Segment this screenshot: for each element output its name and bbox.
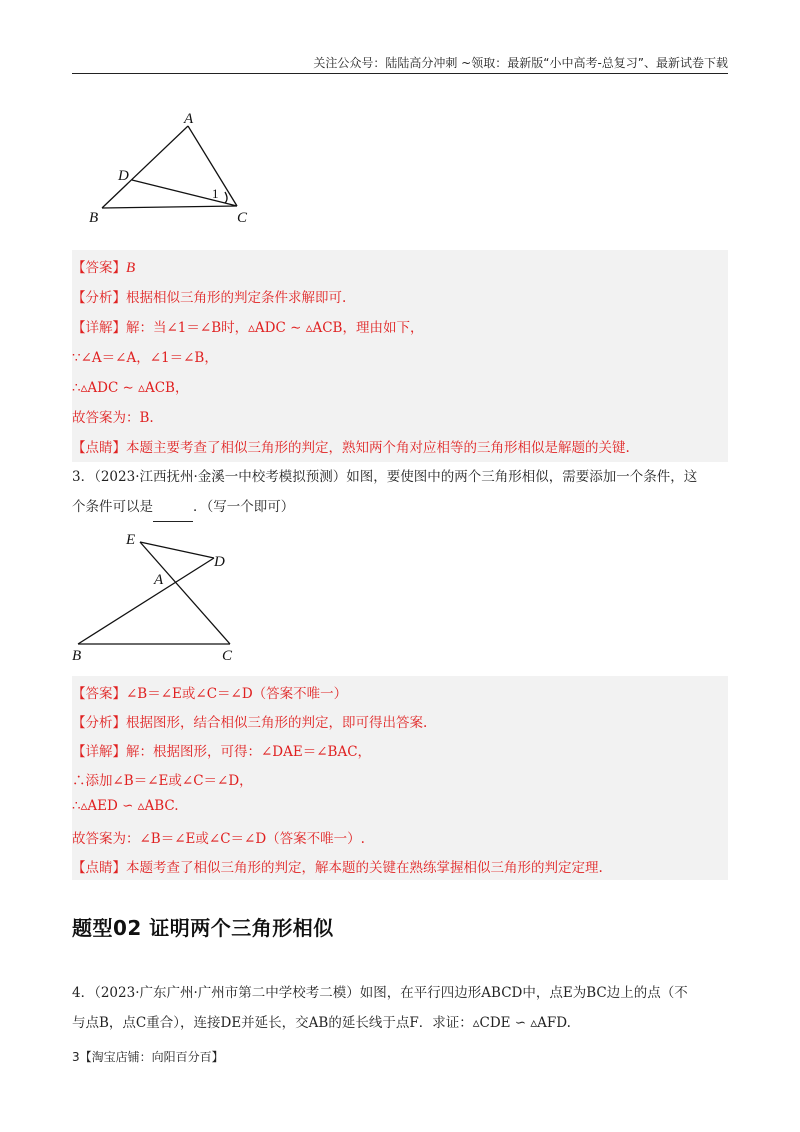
segment-ed [140, 542, 214, 558]
angle-mark [225, 192, 227, 203]
problem-3 [72, 462, 728, 522]
note-line [72, 856, 728, 876]
problem-4 [72, 978, 728, 1038]
note-text: 本题主要考查了相似三角形的判定，熟知两个角对应相等的三角形相似是解题的关键. [126, 440, 630, 456]
note-line [72, 436, 728, 456]
answer-blank[interactable] [153, 507, 193, 522]
segment-db [78, 558, 214, 644]
answer-tag: 【答案】 [72, 260, 126, 276]
label-angle-1: 1 [212, 186, 219, 201]
analysis-tag: 【分析】 [72, 715, 126, 731]
answer-line [72, 682, 728, 702]
label-b: B [89, 210, 99, 226]
segment-ab [102, 126, 188, 208]
label-d: D [118, 168, 129, 184]
conclusion: 故答案为：B. [72, 410, 154, 426]
step-1: ∵∠A＝∠A，∠1＝∠B， [72, 350, 218, 366]
segment-bc [102, 206, 237, 208]
answer-box-3 [72, 676, 728, 880]
detail-text: 解：根据图形，可得：∠DAE＝∠BAC， [126, 744, 372, 760]
answer-text: ∠B＝∠E或∠C＝∠D（答案不唯一） [126, 686, 348, 702]
segment-dc [132, 180, 237, 206]
figure-bowtie-triangles [68, 528, 258, 668]
answer-box-2 [72, 250, 728, 462]
figure-triangle-abc [80, 110, 270, 230]
answer-value: B [126, 260, 136, 276]
label-a: A [154, 572, 164, 588]
conclusion: 故答案为：∠B＝∠E或∠C＝∠D（答案不唯一）. [72, 831, 365, 847]
detail-tag: 【详解】 [72, 744, 126, 760]
label-c: C [237, 210, 248, 226]
detail-text: 解：当∠1＝∠B时，▵ADC ∼ ▵ACB，理由如下， [126, 320, 424, 336]
page-header: 关注公众号：陆陆高分冲刺 ~领取：最新版“小中高考-总复习”、最新试卷下载 [72, 55, 728, 74]
answer-line [72, 256, 728, 277]
analysis-tag: 【分析】 [72, 290, 126, 306]
label-a: A [184, 111, 194, 127]
note-tag: 【点睛】 [72, 440, 126, 456]
analysis-line [72, 286, 728, 306]
analysis-text: 根据相似三角形的判定条件求解即可. [126, 290, 347, 306]
step-2: ∴▵AED ∽ ▵ABC. [72, 798, 179, 814]
problem-4-line-2: 与点B，点C重合），连接DE并延长，交AB的延长线于点F．求证：▵CDE ∽ ▵AFD. [72, 1015, 571, 1031]
step-2: ∴▵ADC ∼ ▵ACB， [72, 380, 189, 396]
label-d: D [214, 554, 225, 570]
detail-tag: 【详解】 [72, 320, 126, 336]
analysis-line [72, 711, 728, 731]
label-b: B [72, 648, 82, 664]
page-footer: 3【淘宝店铺：向阳百分百】 [72, 1050, 224, 1064]
step-1: ∴添加∠B＝∠E或∠C＝∠D， [72, 773, 253, 789]
problem-3-line-2: 个条件可以是 ．（写一个即可） [72, 492, 728, 522]
problem-4-line-1: 4．（2023·广东广州·广州市第二中学校考二模）如图，在平行四边形ABCD中，点E为BC边上的点（不 [72, 985, 688, 1001]
analysis-text: 根据图形，结合相似三角形的判定，即可得出答案. [126, 715, 428, 731]
note-text: 本题考查了相似三角形的判定，解本题的关键在熟练掌握相似三角形的判定定理. [126, 860, 603, 876]
section-title: 题型02 证明两个三角形相似 [72, 916, 334, 940]
label-c: C [222, 648, 233, 664]
detail-line [72, 740, 728, 760]
problem-3-line-1: 3．（2023·江西抚州·金溪一中校考模拟预测）如图，要使图中的两个三角形相似，需要添加一个条件，这 [72, 469, 698, 485]
note-tag: 【点睛】 [72, 860, 126, 876]
detail-line [72, 316, 728, 336]
label-e: E [126, 532, 136, 548]
answer-tag: 【答案】 [72, 686, 126, 702]
